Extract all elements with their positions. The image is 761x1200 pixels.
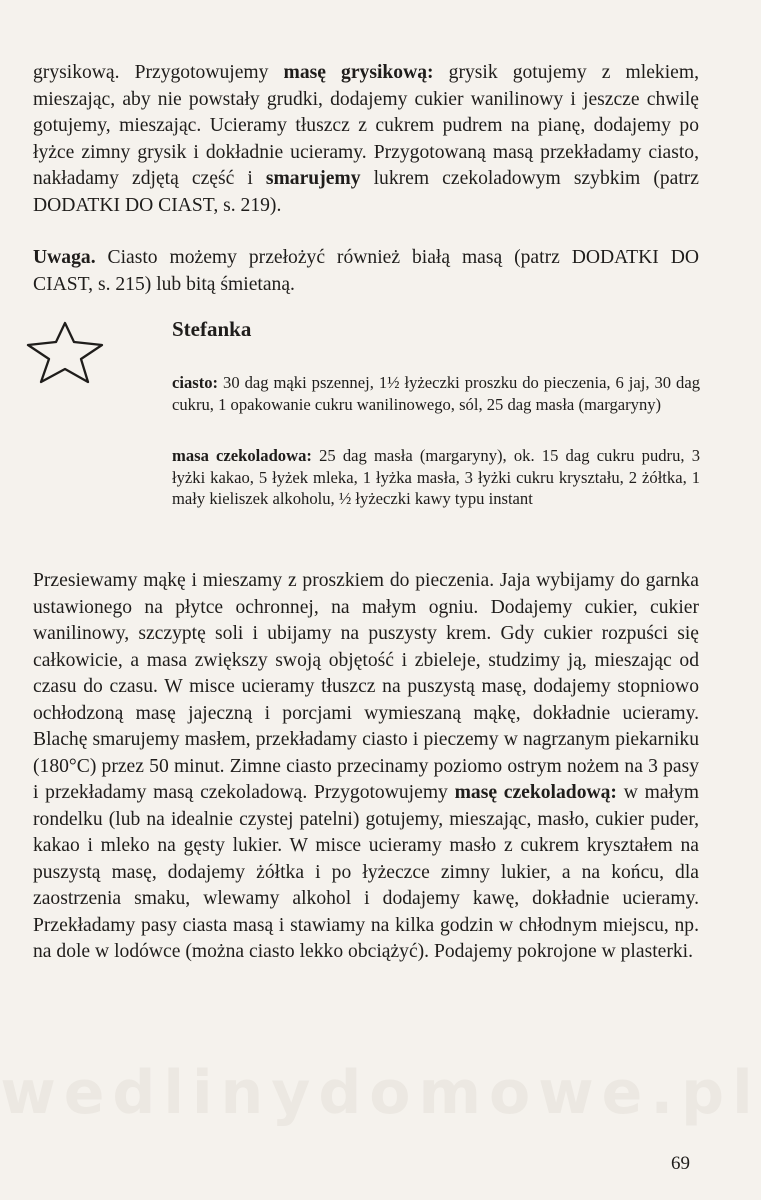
ingredients-label: masa czekoladowa: [172, 446, 312, 465]
recipe-title: Stefanka [172, 317, 252, 341]
bold-term: smarujemy [265, 168, 361, 189]
page-number: 69 [671, 1153, 690, 1174]
bold-term: masę grysikową: [283, 62, 434, 83]
method-paragraph: Przesiewamy mąkę i mieszamy z proszkiem do pieczenia. Jaja wybijamy do garnka ustawionego na płytce ochronnej, na małym ogniu. Dodajemy cukier, cukier wanilinowy, szczyptę soli i ubijamy na puszysty krem. Gdy cukier rozpuści się całkowicie, a masa zwiększy swoją objętość i zbieleje, studzimy ją, mieszając od czasu do czasu. W misce ucieramy tłuszcz na puszystą masę, dodajemy stopniowo ochłodzoną masę jajeczną i porcjami wymieszaną mąkę, dokładnie ucieramy. Blachę smarujemy masłem, przekładamy ciasto i pieczemy w nagrzanym piekarniku (180°C) przez 50 minut. Zimne ciasto przecinamy poziomo ostrym nożem na 3 pasy i przekładamy masą czekoladową. Przygotowujemy masę czekoladową: w małym rondelku (lub na idealnie czystej patelni) gotujemy, mieszając, masło, cukier puder, kakao i mleko na gęsty lukier. W misce ucieramy masło z cukrem kryształem na puszystą masę, dodajemy żółtka i po łyżeczce zimny lukier, a na końcu, dla zaostrzenia smaku, wlewamy alkohol i dodajemy kawę, dokładnie ucieramy. Przekładamy pasy ciasta masą i stawiamy na kilka godzin w chłodnym miejscu, np. na dole w lodówce (można ciasto lekko obciążyć). Podajemy pokrojone w plasterki. [33, 570, 700, 962]
bold-term: masę czekoladową: [454, 782, 617, 803]
star-icon [22, 318, 108, 388]
ingredients-dough: ciasto: 30 dag mąki pszennej, 1½ łyżeczki proszku do pieczenia, 6 jaj, 30 dag cukru, 1 opakowanie cukru wanilinowego, sól, 25 dag masła (margaryny) [172, 373, 700, 414]
note-paragraph: Uwaga. Ciasto możemy przełożyć również białą masą (patrz DODATKI DO CIAST, s. 215) lub bitą śmietaną. [33, 247, 699, 295]
paragraph-continued: grysikową. Przygotowujemy masę grysikową: grysik gotujemy z mlekiem, mieszając, aby nie powstały grudki, dodajemy cukier wanilinowy i jeszcze chwilę gotujemy, mieszając. Ucieramy tłuszcz z cukrem pudrem na pianę, dodajemy po łyżce zimny grysik i dokładnie ucieramy. Przygotowaną masą przekładamy ciasto, nakładamy zdjętą część i smarujemy lukrem czekoladowym szybkim (patrz DODATKI DO CIAST, s. 219). [33, 62, 699, 216]
watermark: wedlinydomowe.pl [0, 1058, 761, 1128]
ingredients-label: ciasto: [172, 373, 219, 392]
ingredients-chocolate-mass: masa czekoladowa: 25 dag masła (margaryny), ok. 15 dag cukru pudru, 3 łyżki kakao, 5 łyżek mleka, 1 łyżka masła, 3 łyżki cukru kryształu, 2 żółtka, 1 mały kieliszek alkoholu, ½ łyżeczki kawy typu instant [172, 446, 700, 509]
note-label: Uwaga. [33, 247, 96, 268]
